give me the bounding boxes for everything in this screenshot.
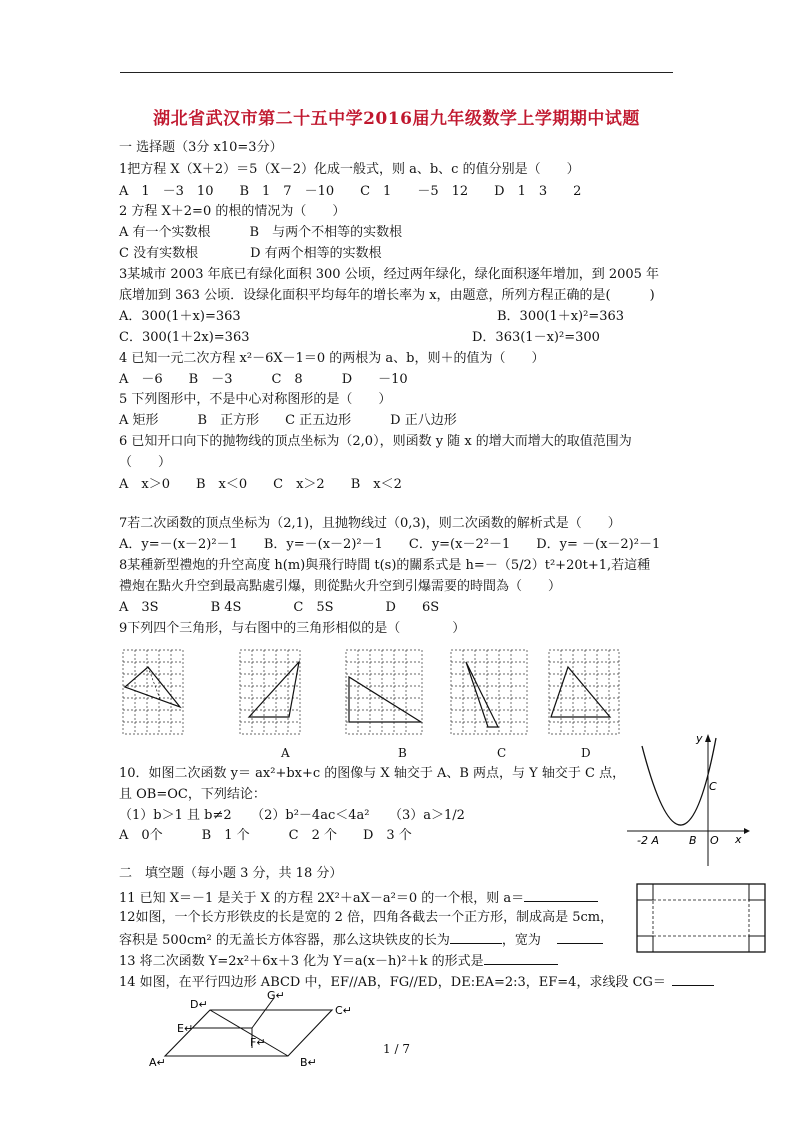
q9-option-d-grid	[546, 647, 622, 737]
question-12-line-2	[119, 931, 603, 949]
question-12-width-text: ，宽为	[501, 933, 541, 948]
question-2: 2 方程 X＋2=0 的根的情况为（ ）	[119, 204, 346, 219]
graph-y-label: y	[696, 732, 703, 745]
para-c-label: C↵	[335, 1004, 352, 1017]
q9-label-c: C	[497, 746, 507, 760]
para-a-label: A↵	[149, 1056, 166, 1069]
question-14-text: 14 如图，在平行四边形 ABCD 中，EF//AB，FG//ED，DE:EA=2:3，EF=4，求线段 CG＝	[119, 975, 666, 990]
question-6-line-2: （ ）	[119, 455, 172, 470]
question-4: 4 已知一元二次方程 x²－6X－1＝0 的两根为 a、b，则＋的值为（ ）	[119, 351, 545, 366]
q10-parabola-graph	[622, 728, 752, 868]
question-10-line-3: （1）b＞1 且 b≠2 （2）b²－4ac＜4a² （3）a＞1/2	[119, 808, 465, 823]
answer-blank-13[interactable]	[484, 952, 558, 965]
question-3-option-c: C．300(1＋2x)=363	[119, 330, 250, 345]
para-f-label: F↵	[250, 1036, 266, 1049]
question-10-line-1: 10．如图二次函数 y＝ ax²+bx+c 的图像与 X 轴交于 A、B 两点，与 Y 轴交于 C 点，	[119, 766, 626, 781]
question-8-options: A 3S B 4S C 5S D 6S	[119, 600, 440, 615]
question-1: 1把方程 X（X＋2）＝5（X－2）化成一般式，则 a、b、c 的值分别是（ ）	[119, 162, 580, 177]
question-10-options: A 0个 B 1 个 C 2 个 D 3 个	[119, 828, 412, 843]
para-e-label: E↵	[177, 1022, 194, 1035]
section-fill-heading: 二 填空题（每小题 3 分，共 18 分）	[119, 866, 343, 881]
question-3-line-1: 3某城市 2003 年底已有绿化面积 300 公顷，经过两年绿化，绿化面积逐年增加，到 2005 年	[119, 267, 660, 282]
question-3-option-a: A．300(1＋x)=363	[119, 309, 241, 324]
question-5: 5 下列图形中，不是中心对称图形的是（ ）	[119, 392, 392, 407]
question-7: 7若二次函数的顶点坐标为（2,1)，且抛物线过（0,3)，则二次函数的解析式是（ ）	[119, 516, 621, 531]
question-8-line-1: 8某種新型禮炮的升空高度 h(m)與飛行時間 t(s)的關系式是 h=－（5/2）t²+20t+1,若這種	[119, 558, 651, 573]
q9-reference-triangle-grid	[120, 647, 188, 737]
question-14	[119, 973, 714, 991]
q9-label-b: B	[398, 746, 407, 760]
question-6-line-1: 6 已知开口向下的抛物线的顶点坐标为（2,0），则函数 y 随 x 的增大而增大的取值范围为	[119, 434, 632, 449]
question-2-options-1: A 有一个实数根 B 与两个不相等的实数根	[119, 225, 403, 240]
graph-x-label: x	[735, 833, 742, 846]
graph-o-label: O	[710, 834, 719, 847]
question-4-options: A －6 B －3 C 8 D －10	[119, 372, 408, 387]
header-rule	[120, 72, 673, 73]
question-1-options: A 1 －3 10 B 1 7 －10 C 1 －5 12 D 1 3 2	[119, 184, 582, 199]
question-8-line-2: 禮炮在點火升空到最高點處引爆，則從點火升空到引爆需要的時間為（ ）	[119, 579, 562, 594]
q9-label-a: A	[281, 746, 290, 760]
question-6-options: A x＞0 B x＜0 C x＞2 B x＜2	[119, 477, 402, 492]
question-13-text: 13 将二次函数 Y=2x²＋6x＋3 化为 Y＝a(x－h)²＋k 的形式是	[119, 954, 484, 969]
q9-option-b-grid	[343, 647, 425, 737]
question-11	[119, 889, 598, 907]
question-12-line-1: 12如图，一个长方形铁皮的长是宽的 2 倍，四角各截去一个正方形，制成高是 5cm，	[119, 910, 614, 925]
question-7-options: A．y=－(x－2)²－1 B．y=－(x－2)²－1 C．y=(x－2²－1 D．y= －(x－2)²－1	[119, 537, 661, 552]
question-3-line-2: 底增加到 363 公顷．设绿化面积平均每年的增长率为 x，由题意，所列方程正确的是( )	[119, 288, 655, 303]
question-9: 9下列四个三角形，与右图中的三角形相似的是（ ）	[119, 621, 466, 636]
para-b-label: B↵	[300, 1056, 317, 1069]
graph-a-label: -2 A	[637, 834, 659, 847]
answer-blank-11[interactable]	[524, 889, 598, 902]
graph-b-label: B	[689, 834, 697, 847]
section-choice-heading: 一 选择题（3分 x10=3分）	[119, 140, 283, 155]
answer-blank-14[interactable]	[672, 973, 714, 986]
q12-sheet-figure	[635, 882, 769, 954]
q9-option-c-grid	[448, 647, 530, 737]
question-10-line-2: 且 OB=OC，下列结论：	[119, 787, 266, 802]
page-title: 湖北省武汉市第二十五中学2016届九年级数学上学期期中试题	[153, 109, 640, 129]
page-number: 1 / 7	[383, 1042, 410, 1056]
q9-label-d: D	[581, 746, 591, 760]
q9-option-a-grid	[237, 647, 305, 737]
q14-parallelogram-figure	[140, 990, 370, 1072]
answer-blank-12-width[interactable]	[557, 931, 603, 944]
question-12-text: 容积是 500cm² 的无盖长方体容器，那么这块铁皮的长为	[119, 933, 450, 948]
question-3-option-b: B．300(1＋x)²=363	[497, 309, 625, 324]
question-2-options-2: C 没有实数根 D 有两个相等的实数根	[119, 246, 382, 261]
question-11-text: 11 已知 X＝－1 是关于 X 的方程 2X²＋aX－a²＝0 的一个根，则 a＝	[119, 891, 525, 906]
question-13	[119, 952, 558, 970]
question-5-options: A 矩形 B 正方形 C 正五边形 D 正八边形	[119, 413, 457, 428]
para-g-label: G↵	[267, 990, 285, 1002]
graph-c-label: C	[709, 780, 717, 793]
answer-blank-12-length[interactable]	[450, 931, 502, 944]
question-3-option-d: D．363(1－x)²=300	[472, 330, 600, 345]
para-d-label: D↵	[190, 998, 208, 1011]
